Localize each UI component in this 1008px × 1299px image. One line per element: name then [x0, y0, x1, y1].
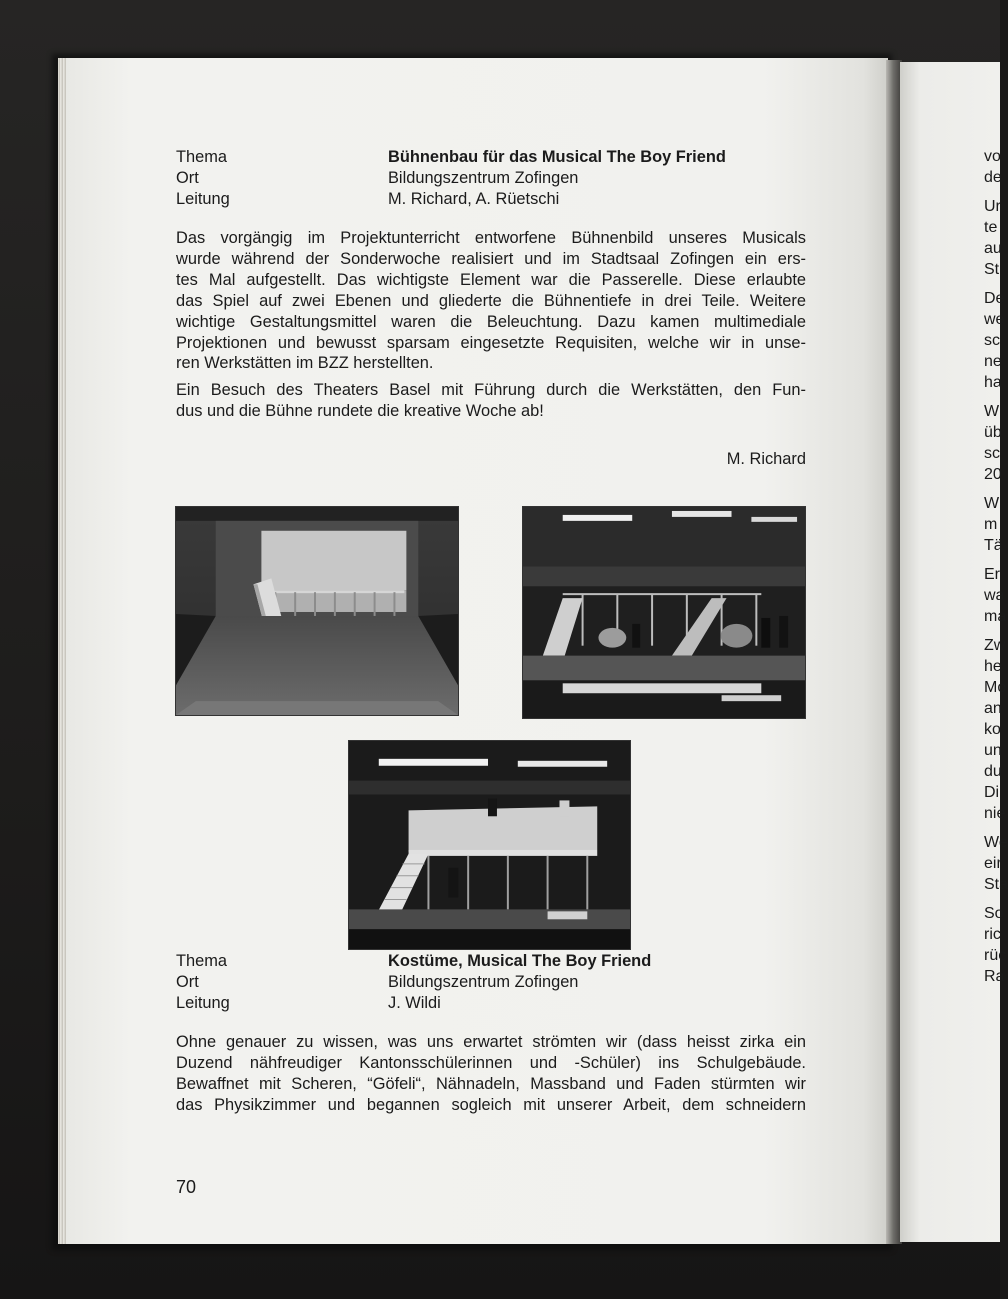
facing-page-text-fragment: vo	[984, 148, 1001, 165]
label-leitung-2: Leitung	[176, 994, 230, 1012]
photo-stage-staircase	[348, 740, 631, 950]
text-line: ren Werkstätten im BZZ herstellten.	[176, 354, 434, 373]
label-leitung: Leitung	[176, 190, 230, 208]
facing-page-text-fragment: We	[984, 834, 1008, 851]
photo-stage-model	[175, 506, 459, 716]
section1-leaders: M. Richard, A. Rüetschi	[388, 190, 560, 208]
facing-page-text-fragment: sc	[984, 332, 1000, 349]
facing-page-text-fragment: nie	[984, 805, 1006, 822]
section1-paragraph-1	[176, 228, 806, 374]
facing-page-text-fragment: Zw	[984, 637, 1006, 654]
text-line: tes Mal aufgestellt. Das wichtigste Element war die Passerelle. Diese erlaubte	[176, 270, 806, 289]
page-number: 70	[176, 1177, 197, 1197]
text-line: Ohne genauer zu wissen, was uns erwartet strömten wir (dass heisst zirka ein	[176, 1033, 806, 1051]
facing-page-text-fragment: Mo	[984, 679, 1007, 696]
facing-page-text-fragment: De	[984, 290, 1005, 307]
section1-title: Bühnenbau für das Musical The Boy Friend	[388, 148, 726, 166]
section1-location: Bildungszentrum Zofingen	[388, 169, 579, 187]
label-thema-2: Thema	[176, 952, 228, 970]
text-line: das Physikzimmer und begannen sogleich mit unserer Arbeit, dem schneidern	[176, 1095, 806, 1114]
label-ort: Ort	[176, 169, 199, 187]
text-line: Ein Besuch des Theaters Basel mit Führung durch die Werkstätten, den Fun-	[176, 381, 806, 399]
section1-paragraph-2	[176, 380, 806, 422]
facing-page-text-fragment: wa	[984, 587, 1005, 604]
facing-page-text-fragment: m	[984, 516, 998, 533]
text-line: wurde während der Sonderwoche realisiert und im Stadtsaal Zofingen ein ers-	[176, 249, 806, 268]
facing-page-text-fragment: Ur	[984, 198, 1001, 215]
text-line: das Spiel auf zwei Ebenen und gliederte die Bühnentiefe in drei Teile. Weitere	[176, 291, 806, 310]
facing-page-text-fragment: üb	[984, 424, 1002, 441]
facing-page-text-fragment: ne	[984, 353, 1002, 370]
text-line: wichtige Gestaltungsmittel waren die Beleuchtung. Dazu kamen multimediale	[176, 312, 806, 331]
text-line: Projektionen und bewusst sparsam eingesetzte Requisiten, welche wir in unse-	[176, 333, 806, 352]
facing-page-text-fragment: Sta	[984, 876, 1008, 893]
facing-page-text-fragment: de	[984, 169, 1002, 186]
facing-page-text-fragment: he	[984, 658, 1002, 675]
facing-page-text-fragment: au	[984, 240, 1002, 257]
facing-page	[900, 62, 1008, 1242]
facing-page-text-fragment: W	[984, 403, 1000, 420]
label-ort-2: Ort	[176, 973, 199, 991]
facing-page-text-fragment: Di	[984, 784, 1000, 801]
facing-page-text-fragment: te	[984, 219, 998, 236]
text-line: Duzend nähfreudiger Kantonsschülerinnen und -Schüler) ins Schulgebäude.	[176, 1053, 806, 1072]
section2-leader: J. Wildi	[388, 994, 441, 1012]
facing-page-text-fragment: we	[984, 311, 1005, 328]
signature: M. Richard	[726, 450, 806, 468]
facing-page-text-fragment: du	[984, 763, 1002, 780]
facing-page-text-fragment: So	[984, 905, 1004, 922]
label-thema: Thema	[176, 148, 228, 166]
facing-page-text-fragment: eir	[984, 855, 1002, 872]
facing-page-text-fragment: un	[984, 742, 1002, 759]
facing-page-text-fragment: Ra	[984, 968, 1005, 985]
text-line: dus und die Bühne rundete die kreative Woche ab!	[176, 401, 544, 420]
text-line: Das vorgängig im Projektunterricht entworfene Bühnenbild unseres Musicals	[176, 229, 806, 247]
section2-location: Bildungszentrum Zofingen	[388, 973, 579, 991]
facing-page-text-fragment: Tä	[984, 537, 1003, 554]
facing-page-text-fragment: rüc	[984, 947, 1007, 964]
facing-page-text-fragment: Er	[984, 566, 1000, 583]
facing-page-text-fragment: 20	[984, 466, 1002, 483]
photo-stage-construction	[522, 506, 806, 719]
facing-page-text-fragment: ma	[984, 608, 1007, 625]
facing-page-text-fragment: ko	[984, 721, 1001, 738]
section2-title: Kostüme, Musical The Boy Friend	[388, 952, 652, 970]
facing-page-text-fragment: ha	[984, 374, 1002, 391]
section2-paragraph	[176, 1032, 806, 1116]
text-line: Bewaffnet mit Scheren, “Göfeli“, Nähnadeln, Massband und Faden stürmten wir	[176, 1074, 806, 1093]
facing-page-text-fragment: sc	[984, 445, 1000, 462]
facing-page-text-fragment: W	[984, 495, 1000, 512]
facing-page-text-fragment: St	[984, 261, 1000, 278]
facing-page-text-fragment: ric	[984, 926, 1001, 943]
facing-page-text-fragment: an	[984, 700, 1002, 717]
